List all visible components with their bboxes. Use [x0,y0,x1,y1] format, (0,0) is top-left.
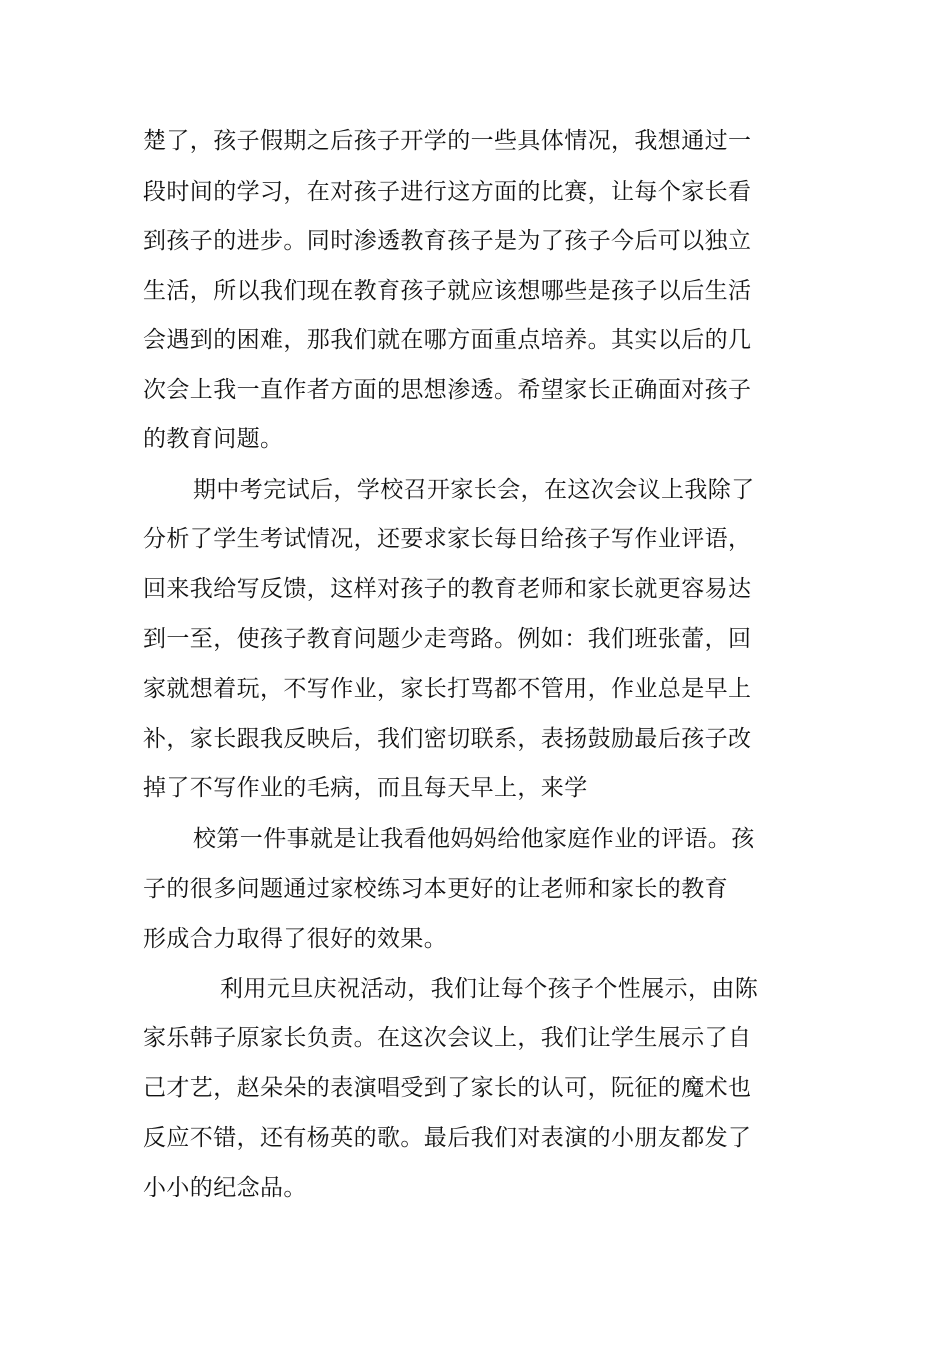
paragraph-4-line-5: 小小的纪念品。 [143,1175,307,1201]
paragraph-4-line-2: 家乐韩子原家长负责。在这次会议上，我们让学生展示了自 [143,1025,752,1051]
paragraph-3-line-3: 形成合力取得了很好的效果。 [143,926,448,952]
paragraph-1-line-7: 的教育问题。 [143,426,284,452]
paragraph-2-line-2: 分析了学生考试情况，还要求家长每日给孩子写作业评语， [143,526,752,552]
paragraph-1-line-6: 次会上我一直作者方面的思想渗透。希望家长正确面对孩子 [143,377,752,403]
paragraph-2-line-6: 补，家长跟我反映后，我们密切联系，表扬鼓励最后孩子改 [143,726,752,752]
paragraph-1-line-3: 到孩子的进步。同时渗透教育孩子是为了孩子今后可以独立 [143,228,752,254]
paragraph-1-line-4: 生活，所以我们现在教育孩子就应该想哪些是孩子以后生活 [143,278,752,304]
paragraph-1-line-1: 楚了，孩子假期之后孩子开学的一些具体情况，我想通过一 [143,128,752,154]
paragraph-3-line-1: 校第一件事就是让我看他妈妈给他家庭作业的评语。孩 [193,826,755,852]
paragraph-2-line-7: 掉了不写作业的毛病，而且每天早上，来学 [143,775,588,801]
paragraph-4-line-3: 己才艺，赵朵朵的表演唱受到了家长的认可，阮征的魔术也 [143,1075,752,1101]
paragraph-4-line-1: 利用元旦庆祝活动，我们让每个孩子个性展示，由陈 [220,976,759,1002]
paragraph-2-line-5: 家就想着玩，不写作业，家长打骂都不管用，作业总是早上 [143,676,752,702]
paragraph-1-line-5: 会遇到的困难，那我们就在哪方面重点培养。其实以后的几 [143,327,752,353]
paragraph-2-line-3: 回来我给写反馈，这样对孩子的教育老师和家长就更容易达 [143,576,752,602]
paragraph-2-line-4: 到一至，使孩子教育问题少走弯路。例如：我们班张蕾，回 [143,626,752,652]
paragraph-4-line-4: 反应不错，还有杨英的歌。最后我们对表演的小朋友都发了 [143,1125,752,1151]
paragraph-3-line-2: 子的很多问题通过家校练习本更好的让老师和家长的教育 [143,876,728,902]
paragraph-2-line-1: 期中考完试后，学校召开家长会，在这次会议上我除了 [193,477,755,503]
paragraph-1-line-2: 段时间的学习，在对孩子进行这方面的比赛，让每个家长看 [143,179,752,205]
